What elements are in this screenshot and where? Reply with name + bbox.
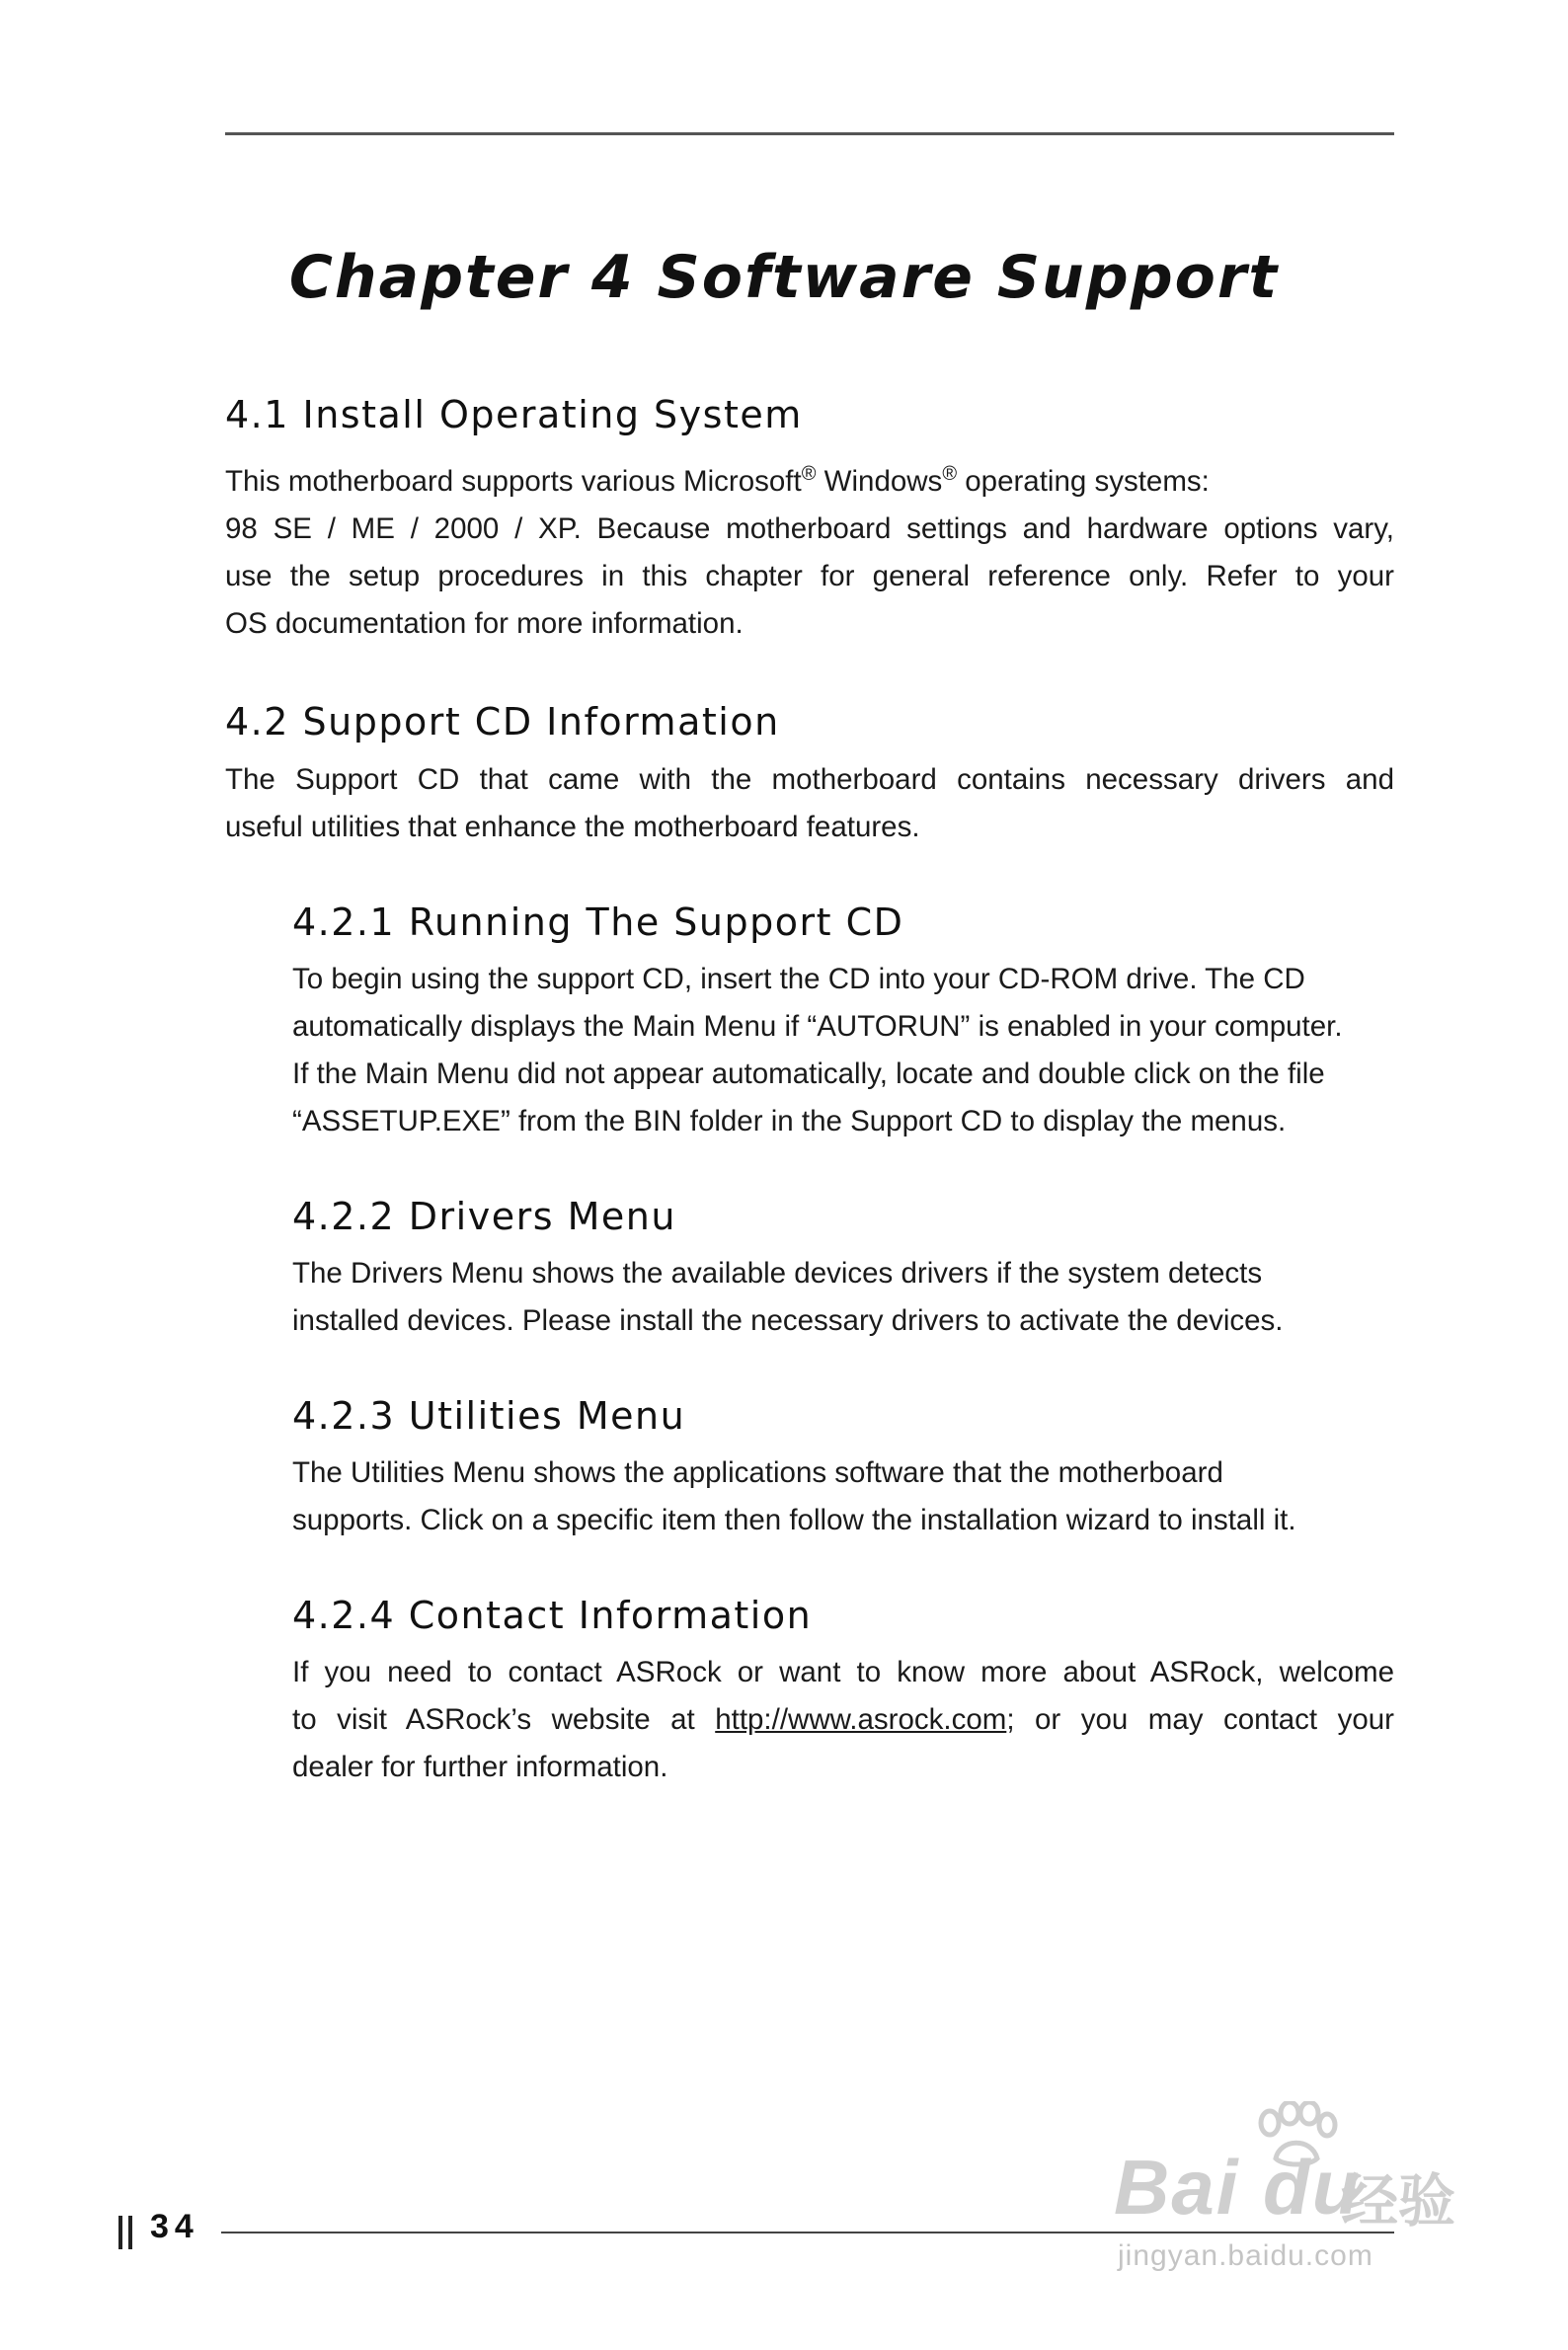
section-4-1-heading: 4.1 Install Operating System (225, 393, 803, 436)
section-4-2-body (225, 756, 1394, 851)
section-4-2-1-body (292, 956, 1394, 1145)
chapter-title: Chapter 4 Software Support (288, 243, 1280, 312)
section-4-2-3-line-2: supports. Click on a specific item then follow the installation wizard to install it. (292, 1504, 1296, 1536)
page-number: 34 (150, 2208, 199, 2245)
section-4-2-4-line-3: dealer for further information. (292, 1751, 668, 1783)
section-4-2-1-line-1: To begin using the support CD, insert the CD into your CD-ROM drive. The CD (292, 963, 1305, 995)
section-4-1-line-4: OS documentation for more information. (225, 607, 744, 640)
baidu-jingyan-watermark (1104, 2103, 1479, 2291)
section-4-2-2-body (292, 1250, 1394, 1345)
section-4-2-heading: 4.2 Support CD Information (225, 700, 780, 744)
page-marker-bars (118, 2216, 138, 2254)
section-4-1-line-2: 98 SE / ME / 2000 / XP. Because motherboard settings and hardware options vary, (225, 512, 1394, 545)
section-4-2-line-1: The Support CD that came with the motherboard contains necessary drivers and (225, 763, 1394, 796)
section-4-2-line-2: useful utilities that enhance the motherboard features. (225, 811, 920, 843)
section-4-2-4-heading: 4.2.4 Contact Information (292, 1594, 813, 1637)
section-4-1-body (225, 458, 1394, 648)
watermark-brand: Bai du (1114, 2144, 1362, 2231)
section-4-1-line-1: This motherboard supports various Microsoft® Windows® operating systems: (225, 463, 1210, 498)
top-rule (225, 132, 1394, 135)
section-4-2-1-line-3: If the Main Menu did not appear automatically, locate and double click on the file (292, 1058, 1325, 1090)
watermark-url: jingyan.baidu.com (1118, 2239, 1373, 2272)
section-4-2-2-heading: 4.2.2 Drivers Menu (292, 1195, 676, 1238)
section-4-2-2-line-2: installed devices. Please install the necessary drivers to activate the devices. (292, 1304, 1284, 1337)
section-4-2-4-line-1: If you need to contact ASRock or want to know more about ASRock, welcome (292, 1656, 1394, 1688)
watermark-cn: 经验 (1341, 2169, 1456, 2233)
section-4-2-3-line-1: The Utilities Menu shows the applications software that the motherboard (292, 1456, 1223, 1489)
section-4-2-1-heading: 4.2.1 Running The Support CD (292, 901, 904, 944)
section-4-2-3-heading: 4.2.3 Utilities Menu (292, 1394, 686, 1438)
section-4-2-1-line-2: automatically displays the Main Menu if “AUTORUN” is enabled in your computer. (292, 1010, 1343, 1043)
section-4-2-3-body (292, 1449, 1394, 1544)
section-4-2-2-line-1: The Drivers Menu shows the available devices drivers if the system detects (292, 1257, 1263, 1290)
section-4-2-1-line-4: “ASSETUP.EXE” from the BIN folder in the Support CD to display the menus. (292, 1105, 1287, 1137)
section-4-2-4-line-2: to visit ASRock’s website at http://www.asrock.com; or you may contact your (292, 1703, 1394, 1736)
section-4-1-line-3: use the setup procedures in this chapter for general reference only. Refer to your (225, 560, 1394, 592)
section-4-2-4-body (292, 1649, 1394, 1791)
asrock-website-link[interactable]: http://www.asrock.com (715, 1703, 1007, 1736)
